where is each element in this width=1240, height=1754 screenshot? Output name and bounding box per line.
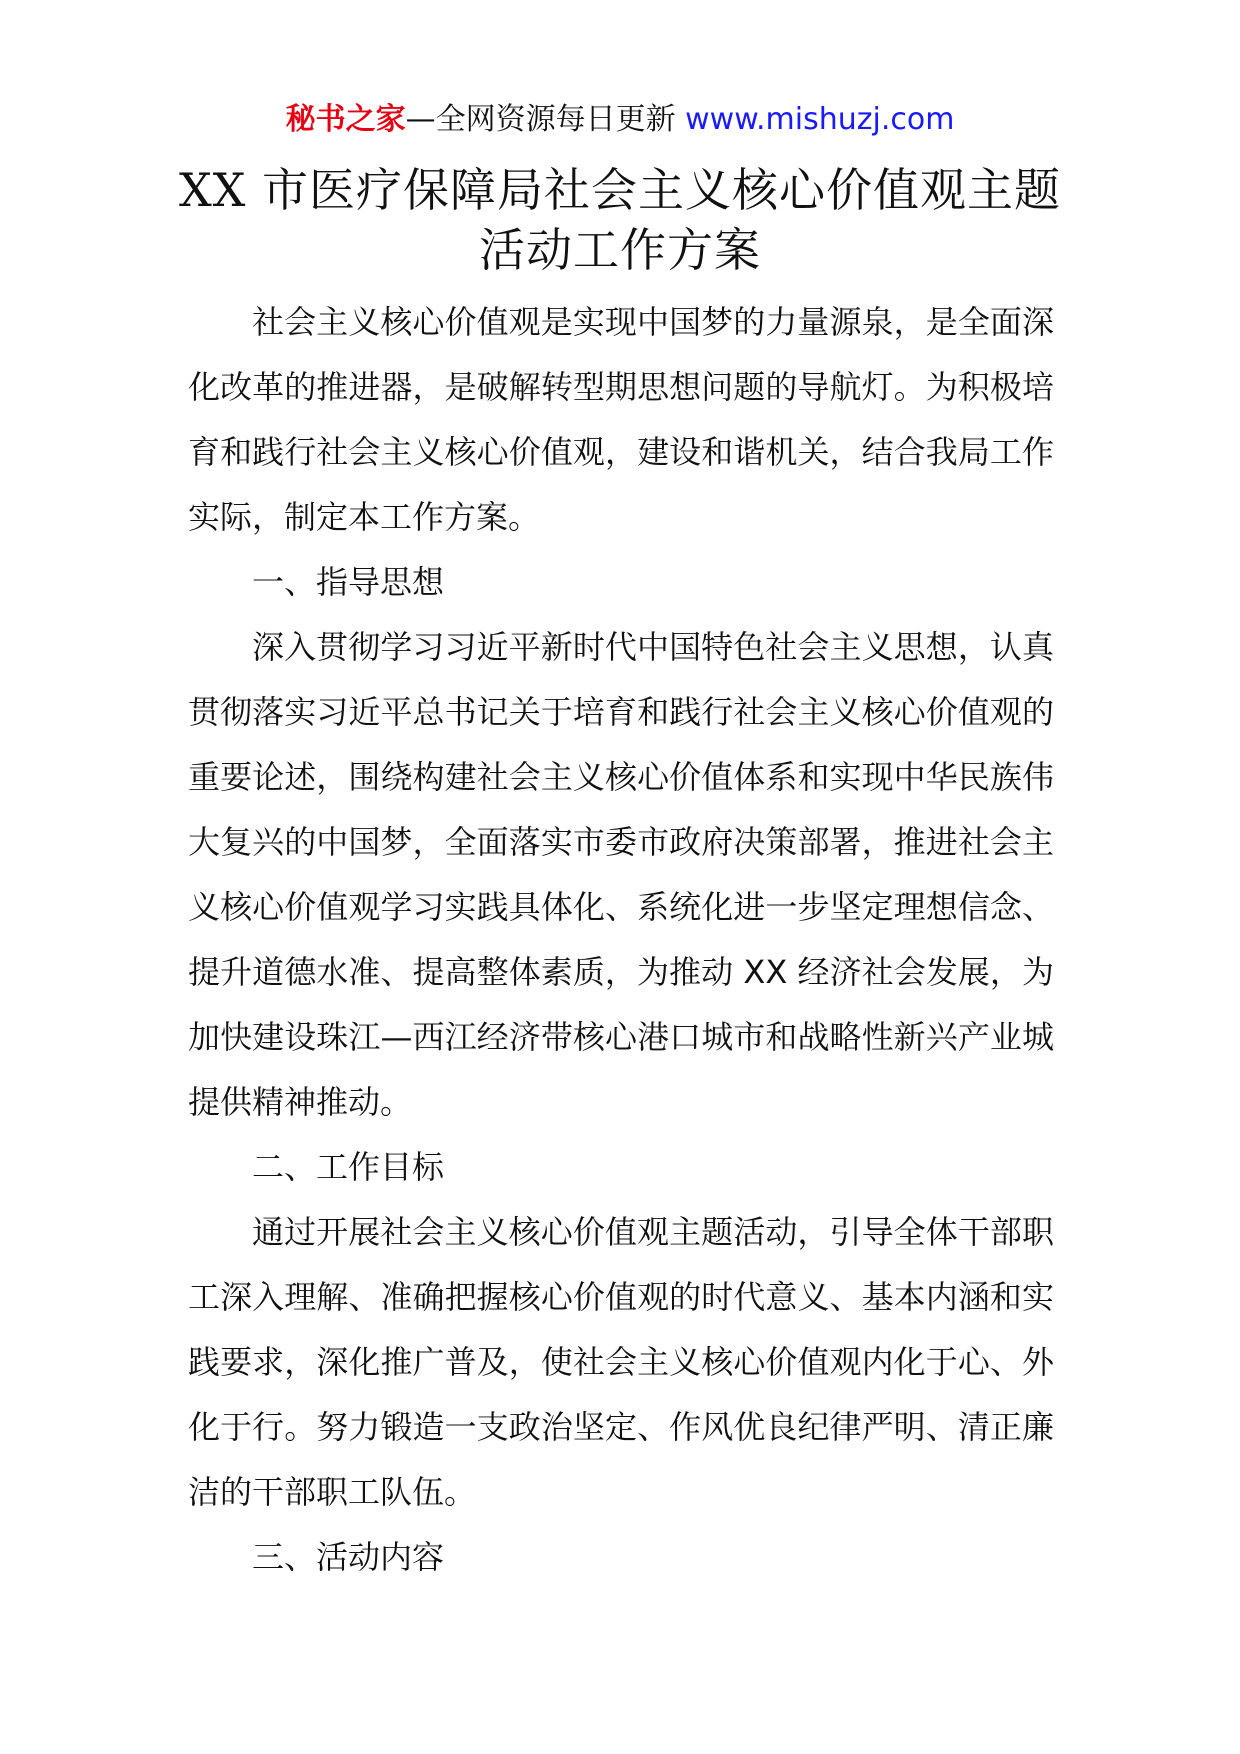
section-heading-work-goals: 二、工作目标 — [252, 1148, 445, 1186]
document-body — [188, 290, 1054, 1590]
site-url[interactable]: www.mishuzj.com — [685, 102, 955, 137]
section-heading-guiding-ideology: 一、指导思想 — [252, 563, 445, 601]
intro-paragraph: 社会主义核心价值观是实现中国梦的力量源泉，是全面深化改革的推进器，是破解转型期思想问题的导航灯。为积极培育和践行社会主义核心价值观，建设和谐机关，结合我局工作实际，制定本工作方案。 — [188, 303, 1054, 536]
document-title — [150, 160, 1090, 280]
section-paragraph-work-goals: 通过开展社会主义核心价值观主题活动，引导全体干部职工深入理解、准确把握核心价值观的时代意义、基本内涵和实践要求，深化推广普及，使社会主义核心价值观内化于心、外化于行。努力锻造一支政治坚定、作风优良纪律严明、清正廉洁的干部职工队伍。 — [188, 1213, 1054, 1511]
site-brand: 秘书之家 — [285, 102, 406, 137]
section-heading-activity-content: 三、活动内容 — [252, 1538, 445, 1576]
site-header — [0, 100, 1240, 140]
site-tagline: —全网资源每日更新 — [405, 102, 686, 137]
document-title-line-1: XX 市医疗保障局社会主义核心价值观主题 — [178, 163, 1062, 217]
section-paragraph-guiding-ideology: 深入贯彻学习习近平新时代中国特色社会主义思想，认真贯彻落实习近平总书记关于培育和践行社会主义核心价值观的重要论述，围绕构建社会主义核心价值体系和实现中华民族伟大复兴的中国梦，全面落实市委市政府决策部署，推进社会主义核心价值观学习实践具体化、系统化进一步坚定理想信念、提升道德水准、提高整体素质，为推动 XX 经济社会发展，为加快建设珠江—西江经济带核心港口城市和战略性新兴产业城提供精神推动。 — [188, 628, 1054, 1121]
document-title-line-2: 活动工作方案 — [479, 223, 761, 277]
